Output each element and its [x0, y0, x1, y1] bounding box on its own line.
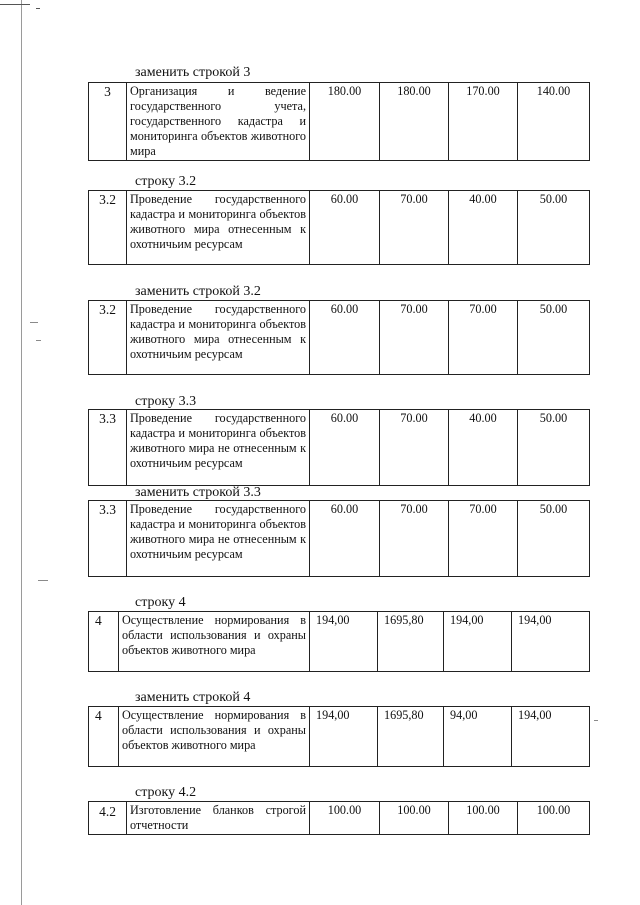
value-cell: 180.00 — [310, 83, 380, 161]
value-cell: 100.00 — [518, 802, 590, 835]
value-cell: 1695,80 — [378, 612, 444, 672]
scan-artifact — [36, 340, 41, 341]
row-number: 4 — [89, 707, 119, 767]
row-number: 3 — [89, 83, 127, 161]
amendment-table — [88, 190, 590, 265]
section-caption: заменить строкой 3 — [135, 65, 251, 80]
value-cell: 194,00 — [512, 612, 590, 672]
value-cell: 100.00 — [449, 802, 518, 835]
value-cell: 70.00 — [449, 501, 518, 577]
value-cell: 194,00 — [310, 612, 378, 672]
value-cell: 50.00 — [518, 301, 590, 375]
row-number: 3.3 — [89, 501, 127, 577]
scan-artifact — [594, 720, 598, 721]
value-cell: 70.00 — [449, 301, 518, 375]
amendment-table — [88, 706, 590, 767]
amendment-table — [88, 500, 590, 577]
row-number: 4.2 — [89, 802, 127, 835]
row-description: Проведение государственного кадастра и мониторинга объектов животного мира не отнесенным к охотничьим ресурсам — [127, 501, 310, 577]
scan-artifact — [38, 580, 48, 581]
value-cell: 70.00 — [380, 301, 449, 375]
row-description: Осуществление нормирования в области использования и охраны объектов животного мира — [119, 612, 310, 672]
section-caption: заменить строкой 3.2 — [135, 284, 261, 299]
amendment-table — [88, 409, 590, 486]
section-caption: заменить строкой 4 — [135, 690, 251, 705]
row-number: 4 — [89, 612, 119, 672]
value-cell: 1695,80 — [378, 707, 444, 767]
row-number: 3.2 — [89, 191, 127, 265]
row-description: Проведение государственного кадастра и мониторинга объектов животного мира отнесенным к охотничьим ресурсам — [127, 301, 310, 375]
value-cell: 180.00 — [380, 83, 449, 161]
value-cell: 194,00 — [444, 612, 512, 672]
section-caption: строку 4 — [135, 595, 186, 610]
value-cell: 194,00 — [512, 707, 590, 767]
amendment-table — [88, 801, 590, 835]
row-description: Осуществление нормирования в области использования и охраны объектов животного мира — [119, 707, 310, 767]
table-row — [89, 410, 590, 486]
row-description: Проведение государственного кадастра и мониторинга объектов животного мира не отнесенным к охотничьим ресурсам — [127, 410, 310, 486]
value-cell: 94,00 — [444, 707, 512, 767]
row-number: 3.2 — [89, 301, 127, 375]
corner-mark — [36, 8, 40, 9]
table-row — [89, 501, 590, 577]
value-cell: 194,00 — [310, 707, 378, 767]
value-cell: 40.00 — [449, 410, 518, 486]
left-margin-line — [21, 0, 22, 905]
section-caption: заменить строкой 3.3 — [135, 485, 261, 500]
section-caption: строку 3.3 — [135, 394, 197, 409]
value-cell: 100.00 — [310, 802, 380, 835]
row-description: Проведение государственного кадастра и мониторинга объектов животного мира отнесенным к охотничьим ресурсам — [127, 191, 310, 265]
amendment-table — [88, 300, 590, 375]
value-cell: 60.00 — [310, 501, 380, 577]
value-cell: 140.00 — [518, 83, 590, 161]
table-row — [89, 301, 590, 375]
scan-artifact — [30, 322, 38, 323]
value-cell: 70.00 — [380, 501, 449, 577]
section-caption: строку 3.2 — [135, 174, 197, 189]
value-cell: 60.00 — [310, 410, 380, 486]
table-row — [89, 191, 590, 265]
value-cell: 40.00 — [449, 191, 518, 265]
table-row — [89, 83, 590, 161]
amendment-table — [88, 82, 590, 161]
row-number: 3.3 — [89, 410, 127, 486]
value-cell: 50.00 — [518, 410, 590, 486]
table-row — [89, 612, 590, 672]
amendment-table — [88, 611, 590, 672]
value-cell: 50.00 — [518, 191, 590, 265]
row-description: Изготовление бланков строгой отчетности — [127, 802, 310, 835]
value-cell: 70.00 — [380, 410, 449, 486]
value-cell: 100.00 — [380, 802, 449, 835]
value-cell: 170.00 — [449, 83, 518, 161]
value-cell: 60.00 — [310, 191, 380, 265]
corner-mark — [0, 4, 30, 5]
table-row — [89, 707, 590, 767]
section-caption: строку 4.2 — [135, 785, 197, 800]
value-cell: 60.00 — [310, 301, 380, 375]
value-cell: 50.00 — [518, 501, 590, 577]
row-description: Организация и ведение государственного учета, государственного кадастра и мониторинга объектов животного мира — [127, 83, 310, 161]
table-row — [89, 802, 590, 835]
value-cell: 70.00 — [380, 191, 449, 265]
